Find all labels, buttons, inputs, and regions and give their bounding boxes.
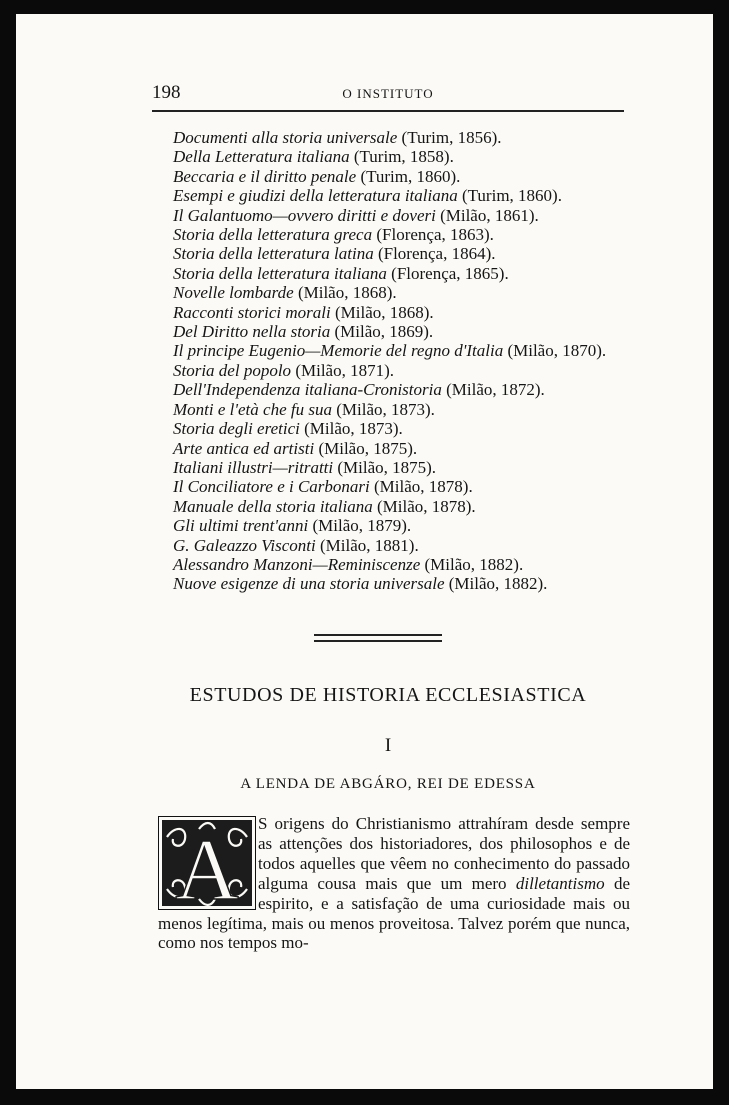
- entry-details: (Milão, 1861).: [435, 205, 539, 225]
- bibliography-entry: [173, 516, 633, 535]
- entry-details: (Milão, 1882).: [444, 574, 548, 594]
- page-number: 198: [152, 82, 181, 103]
- entry-details: (Milão, 1873).: [331, 399, 435, 419]
- entry-details: (Milão, 1878).: [372, 496, 476, 516]
- bibliography-list: [173, 128, 633, 594]
- bibliography-entry: [173, 264, 633, 283]
- entry-title: Del Diritto nella storia: [173, 322, 331, 342]
- header-rule: [152, 110, 624, 112]
- entry-details: (Milão, 1878).: [369, 477, 473, 497]
- entry-title: Arte antica ed artisti: [173, 438, 315, 458]
- entry-details: (Milão, 1879).: [308, 516, 412, 536]
- chapter-number: I: [384, 735, 392, 756]
- bibliography-entry: [173, 419, 633, 438]
- entry-details: (Milão, 1872).: [441, 380, 545, 400]
- running-head: O INSTITUTO: [342, 86, 434, 101]
- body-text-end: de espirito, e a satisfação de uma curiosidade mais ou menos legítima, mais ou menos proveitosa. Talvez porém que nunca, como nos tempos mo-: [158, 873, 630, 953]
- bibliography-entry: [173, 303, 633, 322]
- chapter-title: A LENDA DE ABGÁRO, REI DE EDESSA: [240, 776, 536, 792]
- bibliography-entry: [173, 147, 633, 166]
- entry-details: (Milão, 1870).: [503, 341, 607, 361]
- entry-title: Gli ultimi trent'anni: [173, 516, 309, 536]
- entry-title: Esempi e giudizi della letteratura italiana: [173, 186, 458, 206]
- bibliography-entry: [173, 244, 633, 263]
- entry-details: (Turim, 1860).: [457, 186, 562, 206]
- entry-title: Della Letteratura italiana: [173, 147, 350, 167]
- entry-title: G. Galeazzo Visconti: [173, 535, 316, 555]
- entry-title: Documenti alla storia universale: [173, 128, 398, 147]
- bibliography-entry: [173, 497, 633, 516]
- drop-cap-letter: A: [175, 822, 239, 909]
- entry-title: Beccaria e il diritto penale: [173, 166, 357, 186]
- entry-details: (Florença, 1863).: [372, 225, 494, 245]
- bibliography-entry: [173, 477, 633, 496]
- bibliography-entry: [173, 167, 633, 186]
- bibliography-entry: [173, 341, 633, 360]
- entry-title: Nuove esigenze di una storia universale: [173, 574, 445, 594]
- entry-details: (Milão, 1881).: [315, 535, 419, 555]
- entry-details: (Turim, 1856).: [397, 128, 502, 147]
- entry-details: (Milão, 1871).: [291, 360, 394, 380]
- section-heading: ESTUDOS DE HISTORIA ECCLESIASTICA: [189, 684, 587, 706]
- entry-title: Il Conciliatore e i Carbonari: [173, 477, 370, 497]
- bibliography-entry: [173, 322, 633, 341]
- entry-title: Italiani illustri—ritratti: [173, 457, 334, 477]
- bibliography-entry: [173, 186, 633, 205]
- bibliography-entry: [173, 536, 633, 555]
- entry-title: Alessandro Manzoni—Reminiscenze: [173, 554, 421, 574]
- entry-details: (Turim, 1858).: [349, 147, 454, 167]
- entry-details: (Turim, 1860).: [356, 166, 461, 186]
- entry-title: Storia della letteratura greca: [173, 225, 373, 245]
- bibliography-entry: [173, 283, 633, 302]
- bibliography-entry: [173, 574, 633, 593]
- body-paragraph: [158, 814, 630, 953]
- entry-details: (Milão, 1882).: [420, 554, 524, 574]
- body-text-start: S origens do Christianismo attrahíram desde sempre as attenções dos historiadores, dos philosophos e de todos aquelles que vêem no conhecimento do passado alguma cousa mais que um mero: [258, 814, 630, 893]
- bibliography-entry: [173, 225, 633, 244]
- entry-title: Storia della letteratura latina: [173, 244, 374, 264]
- entry-details: (Milão, 1875).: [333, 457, 437, 477]
- bibliography-entry: [173, 439, 633, 458]
- entry-title: Storia del popolo: [173, 360, 292, 380]
- entry-title: Storia degli eretici: [173, 419, 300, 439]
- bibliography-entry: [173, 458, 633, 477]
- entry-title: Racconti storici morali: [173, 302, 331, 322]
- bibliography-entry: [173, 206, 633, 225]
- bibliography-entry: [173, 400, 633, 419]
- page-header: [152, 82, 624, 106]
- entry-title: Il principe Eugenio—Memorie del regno d'Italia: [173, 341, 504, 361]
- entry-title: Monti e l'età che fu sua: [173, 399, 332, 419]
- bibliography-entry: [173, 380, 633, 399]
- entry-title: Novelle lombarde: [173, 283, 294, 303]
- entry-details: (Florença, 1865).: [386, 263, 509, 283]
- body-italic: dilletantismo: [515, 873, 605, 893]
- bibliography-entry: [173, 555, 633, 574]
- entry-details: (Milão, 1869).: [330, 322, 434, 342]
- bibliography-entry: [173, 128, 633, 147]
- entry-title: Manuale della storia italiana: [173, 496, 373, 516]
- bibliography-entry: [173, 361, 633, 380]
- entry-details: (Milão, 1873).: [299, 419, 403, 439]
- ornamental-divider: [314, 634, 442, 648]
- entry-title: Il Galantuomo—ovvero diritti e doveri: [173, 205, 436, 225]
- entry-details: (Milão, 1868).: [330, 302, 434, 322]
- entry-title: Storia della letteratura italiana: [173, 263, 387, 283]
- entry-details: (Florença, 1864).: [373, 244, 496, 264]
- entry-title: Dell'Independenza italiana-Cronistoria: [173, 380, 442, 400]
- entry-details: (Milão, 1875).: [314, 438, 418, 458]
- entry-details: (Milão, 1868).: [293, 283, 397, 303]
